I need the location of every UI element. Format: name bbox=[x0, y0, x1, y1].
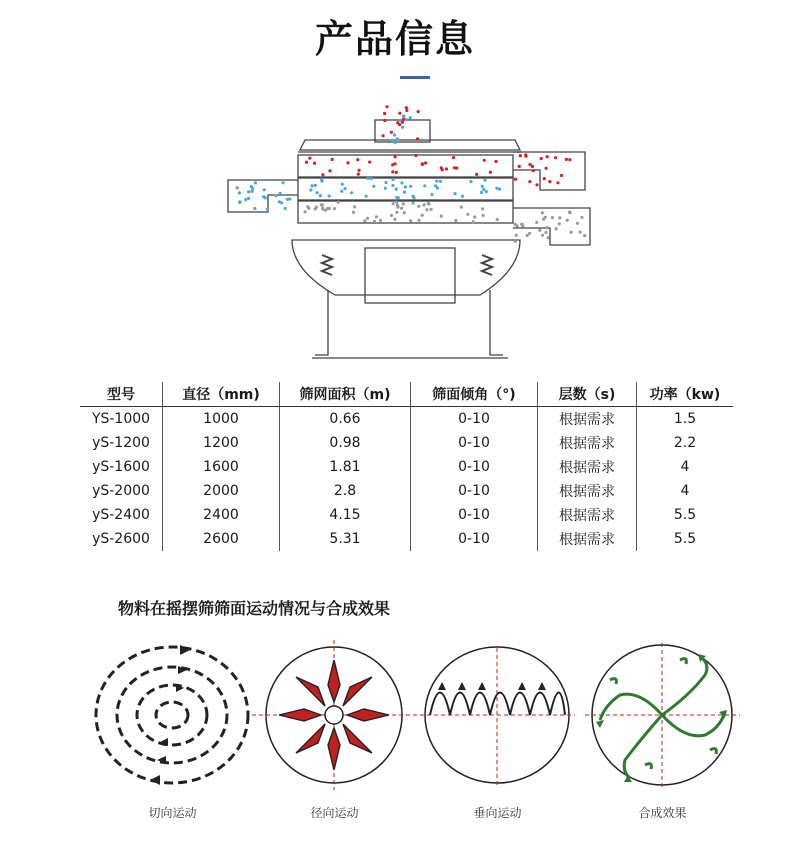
particle bbox=[254, 181, 257, 184]
particle bbox=[551, 216, 554, 219]
cell: 2.8 bbox=[280, 479, 411, 503]
particle bbox=[346, 161, 349, 164]
particle bbox=[394, 141, 397, 144]
header-layers: 层数（s) bbox=[538, 382, 637, 407]
cell: 根据需求 bbox=[538, 455, 637, 479]
particle bbox=[566, 219, 569, 222]
particle bbox=[417, 219, 420, 222]
particle bbox=[485, 190, 488, 193]
particle bbox=[314, 184, 317, 187]
particle bbox=[383, 119, 386, 122]
particle bbox=[288, 198, 291, 201]
particle bbox=[370, 177, 373, 180]
particle bbox=[343, 187, 346, 190]
particle bbox=[253, 207, 256, 210]
particle bbox=[373, 220, 376, 223]
particle bbox=[414, 154, 417, 157]
particle bbox=[247, 197, 250, 200]
particle bbox=[494, 160, 497, 163]
particle bbox=[576, 222, 579, 225]
table-row bbox=[80, 455, 733, 479]
cell: yS-2400 bbox=[92, 507, 150, 523]
particle bbox=[392, 202, 395, 205]
particle bbox=[366, 217, 369, 220]
particle bbox=[404, 185, 407, 188]
cell: 2000 bbox=[163, 479, 280, 503]
particle bbox=[315, 206, 318, 209]
particle bbox=[489, 171, 492, 174]
particle bbox=[531, 165, 534, 168]
particle bbox=[409, 185, 412, 188]
table-row bbox=[80, 407, 733, 432]
particle bbox=[320, 203, 323, 206]
particle bbox=[481, 185, 484, 188]
particle bbox=[583, 234, 586, 237]
particle bbox=[244, 198, 247, 201]
particle bbox=[363, 219, 366, 222]
table-row bbox=[80, 431, 733, 455]
particle bbox=[518, 165, 521, 168]
vertical-motion-diagram bbox=[415, 640, 580, 790]
radial-motion-diagram bbox=[252, 640, 417, 790]
particle bbox=[337, 201, 340, 204]
cell: 1.81 bbox=[280, 455, 411, 479]
cell: 4 bbox=[637, 479, 734, 503]
particle bbox=[333, 207, 336, 210]
particle bbox=[365, 195, 368, 198]
particle bbox=[454, 219, 457, 222]
particle bbox=[316, 191, 319, 194]
particle bbox=[416, 137, 419, 140]
cell: yS-1600 bbox=[92, 459, 150, 475]
header-diameter: 直径（mm) bbox=[163, 382, 280, 407]
particle bbox=[402, 202, 405, 205]
caption-combined: 合成效果 bbox=[638, 806, 687, 820]
particle bbox=[357, 173, 360, 176]
table-row bbox=[80, 503, 733, 527]
motion-heading: 物料在摇摆筛筛面运动情况与合成效果 bbox=[118, 599, 391, 618]
particle bbox=[238, 200, 241, 203]
particle bbox=[250, 185, 253, 188]
particle bbox=[482, 214, 485, 217]
particle bbox=[541, 211, 544, 214]
particle bbox=[445, 167, 448, 170]
particle bbox=[516, 224, 519, 227]
tangential-motion-diagram bbox=[90, 640, 255, 790]
particle bbox=[452, 156, 455, 159]
particle bbox=[454, 192, 457, 195]
header-mesh-area: 筛网面积（m) bbox=[280, 382, 411, 407]
particle bbox=[425, 208, 428, 211]
page-title: 产品信息 bbox=[314, 17, 475, 61]
particle bbox=[540, 157, 543, 160]
particle bbox=[395, 211, 398, 214]
cell: 2600 bbox=[163, 527, 280, 551]
particle bbox=[417, 205, 420, 208]
particle bbox=[375, 215, 378, 218]
caption-radial: 径向运动 bbox=[310, 806, 359, 820]
particle bbox=[430, 208, 433, 211]
particle bbox=[515, 234, 518, 237]
particle bbox=[412, 196, 415, 199]
particle bbox=[382, 134, 385, 137]
cell: yS-2600 bbox=[92, 531, 150, 547]
particle bbox=[368, 161, 371, 164]
particle bbox=[280, 201, 283, 204]
particle bbox=[460, 206, 463, 209]
particle bbox=[320, 180, 323, 183]
particle bbox=[358, 169, 361, 172]
particle bbox=[310, 184, 313, 187]
cell: 1600 bbox=[163, 455, 280, 479]
particle bbox=[473, 215, 476, 218]
particle bbox=[356, 158, 359, 161]
caption-tangential: 切向运动 bbox=[148, 806, 197, 820]
particle bbox=[390, 214, 393, 217]
particle bbox=[514, 178, 517, 181]
particle bbox=[405, 106, 408, 109]
particle bbox=[423, 184, 426, 187]
header-power: 功率（kw) bbox=[637, 382, 734, 407]
cell: 1200 bbox=[163, 431, 280, 455]
particle bbox=[483, 179, 486, 182]
particle bbox=[524, 153, 527, 156]
particle bbox=[379, 219, 382, 222]
particle bbox=[569, 211, 572, 214]
cell: YS-1000 bbox=[91, 411, 151, 427]
particle bbox=[392, 178, 395, 181]
cell: 0-10 bbox=[411, 431, 538, 455]
cell: 根据需求 bbox=[538, 479, 637, 503]
particle bbox=[560, 174, 563, 177]
particle bbox=[424, 161, 427, 164]
particle bbox=[528, 180, 531, 183]
particle bbox=[568, 158, 571, 161]
particle bbox=[274, 194, 277, 197]
particle bbox=[409, 116, 412, 119]
particle bbox=[555, 227, 558, 230]
particle bbox=[396, 137, 399, 140]
particle bbox=[395, 188, 398, 191]
cell: 5.5 bbox=[637, 527, 734, 551]
cell: yS-2000 bbox=[92, 483, 150, 499]
particle bbox=[284, 207, 287, 210]
particle bbox=[383, 112, 386, 115]
cell: 0-10 bbox=[411, 407, 538, 432]
particle bbox=[421, 214, 424, 217]
particle bbox=[475, 173, 478, 176]
particle bbox=[514, 240, 517, 243]
tumbler-screen-illustration bbox=[220, 100, 600, 365]
particle bbox=[393, 218, 396, 221]
particle bbox=[482, 188, 485, 191]
particle bbox=[417, 110, 420, 113]
cell: 4 bbox=[637, 455, 734, 479]
particle bbox=[570, 231, 573, 234]
particle bbox=[236, 186, 239, 189]
particle bbox=[395, 171, 398, 174]
particle bbox=[400, 207, 403, 210]
cell: 0-10 bbox=[411, 503, 538, 527]
particle bbox=[250, 190, 253, 193]
spec-table bbox=[80, 382, 733, 551]
particle bbox=[526, 234, 529, 237]
particle bbox=[453, 166, 456, 169]
particle bbox=[421, 163, 424, 166]
combined-effect-diagram bbox=[580, 640, 745, 790]
particle bbox=[331, 158, 334, 161]
particle bbox=[495, 187, 498, 190]
particle bbox=[401, 126, 404, 129]
particle bbox=[391, 184, 394, 187]
particle bbox=[399, 119, 402, 122]
particle bbox=[430, 193, 433, 196]
particle bbox=[303, 210, 306, 213]
particle bbox=[441, 168, 444, 171]
caption-vertical: 垂向运动 bbox=[473, 806, 522, 820]
particle bbox=[305, 161, 308, 164]
particle bbox=[393, 133, 396, 136]
particle bbox=[328, 194, 331, 197]
particle bbox=[309, 188, 312, 191]
particle bbox=[390, 131, 393, 134]
title-underline bbox=[400, 76, 430, 79]
particle bbox=[308, 157, 311, 160]
cell: 5.5 bbox=[637, 503, 734, 527]
particle bbox=[548, 180, 551, 183]
cell: 1.5 bbox=[637, 407, 734, 432]
particle bbox=[519, 154, 522, 157]
cell: 1000 bbox=[163, 407, 280, 432]
particle bbox=[480, 191, 483, 194]
cell: 根据需求 bbox=[538, 407, 637, 432]
particle bbox=[535, 221, 538, 224]
particle bbox=[543, 177, 546, 180]
particle bbox=[469, 180, 472, 183]
particle bbox=[541, 234, 544, 237]
particle bbox=[466, 213, 469, 216]
particle bbox=[483, 159, 486, 162]
particle bbox=[400, 181, 403, 184]
cell: 5.31 bbox=[280, 527, 411, 551]
particle bbox=[391, 139, 394, 142]
particle bbox=[440, 215, 443, 218]
cell: 0-10 bbox=[411, 479, 538, 503]
particle bbox=[461, 195, 464, 198]
particle bbox=[384, 181, 387, 184]
header-screen-angle: 筛面倾角（°) bbox=[411, 382, 538, 407]
particle bbox=[544, 231, 547, 234]
particle bbox=[321, 173, 324, 176]
particle bbox=[396, 121, 399, 124]
cell: yS-1200 bbox=[92, 435, 150, 451]
cell: 0-10 bbox=[411, 455, 538, 479]
particle bbox=[350, 191, 353, 194]
particle bbox=[405, 118, 408, 121]
particle bbox=[427, 202, 430, 205]
particle bbox=[496, 218, 499, 221]
particle bbox=[394, 155, 397, 158]
particle bbox=[439, 180, 442, 183]
particle bbox=[279, 192, 282, 195]
particle bbox=[266, 207, 269, 210]
particle bbox=[396, 205, 399, 208]
particle bbox=[328, 169, 331, 172]
particle bbox=[341, 183, 344, 186]
particle bbox=[313, 162, 316, 165]
particle bbox=[532, 169, 535, 172]
particle bbox=[319, 194, 322, 197]
particle bbox=[565, 158, 568, 161]
table-row bbox=[80, 479, 733, 503]
particle bbox=[282, 181, 285, 184]
particle bbox=[409, 219, 412, 222]
particle bbox=[412, 202, 415, 205]
cell: 0.66 bbox=[280, 407, 411, 432]
particle-cloud bbox=[236, 105, 587, 243]
particle bbox=[403, 211, 406, 214]
particle bbox=[306, 205, 309, 208]
particle bbox=[520, 223, 523, 226]
particle bbox=[547, 236, 550, 239]
cell: 4.15 bbox=[280, 503, 411, 527]
particle bbox=[262, 195, 265, 198]
particle bbox=[405, 109, 408, 112]
particle bbox=[434, 184, 437, 187]
particle bbox=[394, 162, 397, 165]
cell: 0-10 bbox=[411, 527, 538, 551]
particle bbox=[391, 170, 394, 173]
particle bbox=[384, 187, 387, 190]
cell: 0.98 bbox=[280, 431, 411, 455]
particle bbox=[385, 105, 388, 108]
particle bbox=[546, 155, 549, 158]
particle bbox=[247, 190, 250, 193]
cell: 2.2 bbox=[637, 431, 734, 455]
particle bbox=[263, 188, 266, 191]
table-row bbox=[80, 527, 733, 551]
particle bbox=[472, 220, 475, 223]
particle bbox=[352, 211, 355, 214]
particle bbox=[554, 156, 557, 159]
particle bbox=[238, 191, 241, 194]
particle bbox=[398, 112, 401, 115]
cell: 2400 bbox=[163, 503, 280, 527]
particle bbox=[366, 177, 369, 180]
particle bbox=[324, 209, 327, 212]
cell: 根据需求 bbox=[538, 503, 637, 527]
particle bbox=[545, 167, 548, 170]
particle bbox=[403, 191, 406, 194]
particle bbox=[397, 196, 400, 199]
particle bbox=[556, 181, 559, 184]
particle bbox=[542, 218, 545, 221]
particle bbox=[372, 185, 375, 188]
particle bbox=[435, 180, 438, 183]
particle bbox=[340, 190, 343, 193]
particle bbox=[579, 231, 582, 234]
particle bbox=[395, 201, 398, 204]
cell: 根据需求 bbox=[538, 527, 637, 551]
particle bbox=[535, 183, 538, 186]
particle bbox=[580, 216, 583, 219]
particle bbox=[558, 222, 561, 225]
header-model: 型号 bbox=[80, 382, 163, 407]
cell: 根据需求 bbox=[538, 431, 637, 455]
particle bbox=[558, 216, 561, 219]
particle bbox=[538, 229, 541, 232]
particle bbox=[403, 115, 406, 118]
particle bbox=[353, 205, 356, 208]
particle bbox=[545, 226, 548, 229]
particle bbox=[423, 203, 426, 206]
particle bbox=[481, 207, 484, 210]
